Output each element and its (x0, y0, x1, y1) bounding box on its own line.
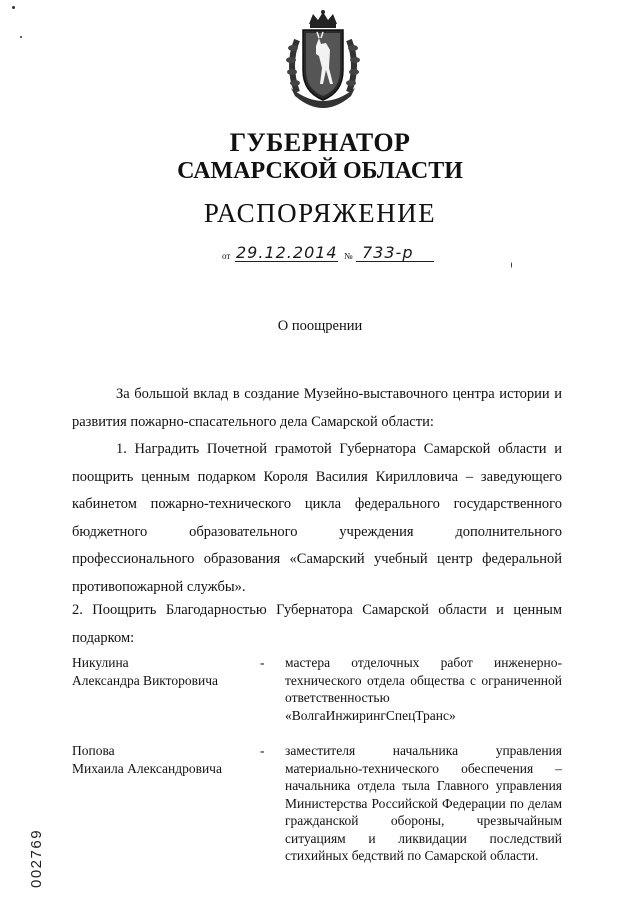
scan-speck (12, 6, 15, 9)
samara-coat-of-arms-icon (283, 10, 363, 120)
entry-dash: - (260, 655, 265, 670)
awardee-description: заместителя начальника управления материально-технического обеспечения – начальника отдела тыла Главного управления Министерства Российской Федерации по делам гражданской обороны, чрезвычайным ситуациям и ликвидации последствий стихийных бедствий по Самарской области. (285, 743, 562, 863)
issuer-region: САМАРСКОЙ ОБЛАСТИ (177, 158, 463, 184)
serial-number-stamp: 002769 (28, 828, 45, 888)
issuer-title: ГУБЕРНАТОР (229, 128, 411, 157)
handwritten-date: 29.12.2014 (236, 243, 338, 262)
intro-paragraph: За большой вклад в создание Музейно-выставочного центра истории и развития пожарно-спасательного дела Самарской области: (72, 386, 562, 430)
number-label: № (344, 251, 353, 261)
date-label: от (222, 251, 231, 261)
handwritten-number: 733-р (362, 243, 414, 262)
scan-speck (511, 262, 512, 268)
item-1-paragraph: 1. Наградить Почетной грамотой Губернатора Самарской области и поощрить ценным подарком Короля Василия Кирилловича – заведующего кабинетом пожарно-технического цикла федерального государственного бюджетного образовательного учреждения дополнительного профессионального образования «Самарский учебный центр федеральной противопожарной службы». (72, 441, 562, 595)
document-type: РАСПОРЯЖЕНИЕ (203, 198, 437, 228)
document-subject: О поощрении (277, 318, 363, 334)
serial-stamp-area (28, 828, 50, 908)
awardee-name: Попова Михаила Александровича (72, 743, 222, 776)
awardee-description: мастера отделочных работ инженерно-технического отдела общества с ограниченной ответственностью «ВолгаИнжирингСпецТранс» (285, 655, 562, 723)
awardee-entry (72, 742, 562, 892)
item-2-paragraph: 2. Поощрить Благодарностью Губернатора Самарской области и ценным подарком: (72, 602, 562, 646)
awardee-entry (72, 654, 562, 724)
awardee-name: Никулина Александра Викторовича (72, 655, 219, 688)
date-number-line (222, 243, 442, 265)
entry-dash: - (260, 743, 265, 758)
scan-speck (20, 36, 22, 38)
